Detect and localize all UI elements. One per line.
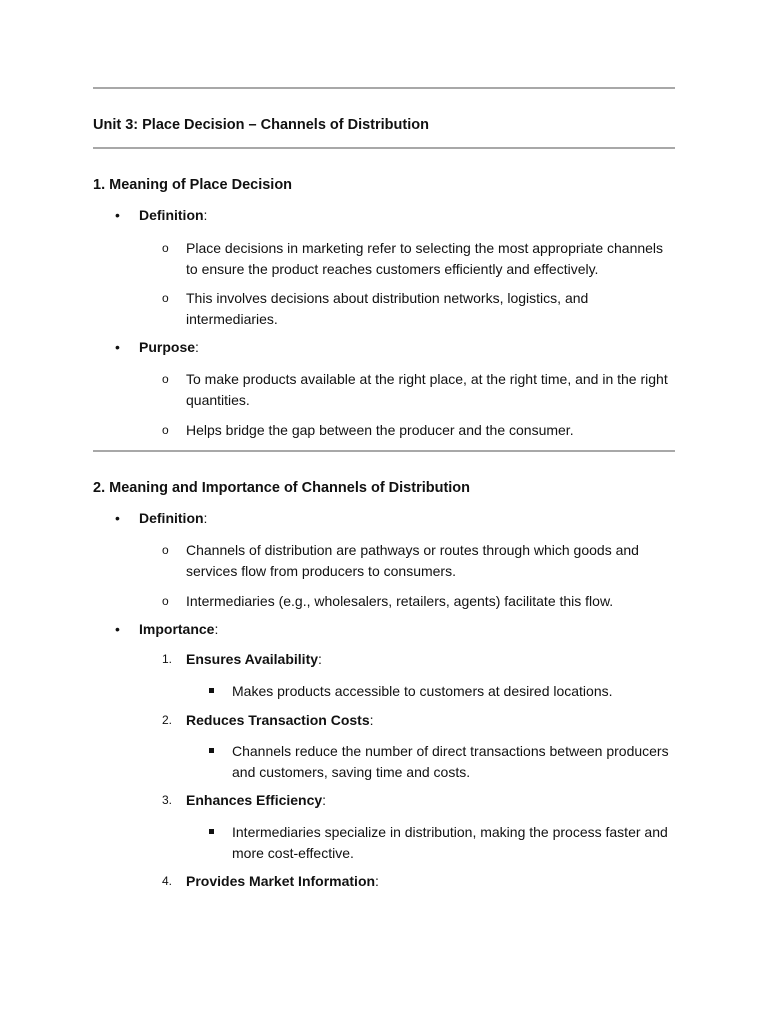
list-item-text: Channels of distribution are pathways or routes through which goods and services flow from producers to consumers. [186,542,639,579]
definition-label: Definition [139,510,204,526]
list-item-text: Intermediaries (e.g., wholesalers, retailers, agents) facilitate this flow. [186,593,614,609]
sub-bullet-icon: o [162,594,169,608]
list-item-text: Channels reduce the number of direct transactions between producers and customers, saving time and costs. [232,743,669,780]
item-title: Enhances Efficiency [186,792,323,808]
sub-bullet-icon: o [162,241,169,255]
item-title: Ensures Availability [186,651,319,667]
list-item-text: To make products available at the right place, at the right time, and in the right quantities. [186,371,668,408]
item-title: Provides Market Information [186,873,376,889]
list-item-text: Intermediaries specialize in distribution, making the process faster and more cost-effective. [232,824,668,861]
definition-label: Definition [139,207,204,223]
item-number: 4. [162,874,173,888]
item-title: Reduces Transaction Costs [186,712,370,728]
horizontal-rule [93,87,675,89]
unit-title: Unit 3: Place Decision – Channels of Distribution [93,117,429,133]
item-number: 3. [162,793,173,807]
square-bullet-icon [209,748,214,753]
bullet-icon: • [115,510,120,526]
purpose-label: Purpose [139,339,196,355]
sub-bullet-icon: o [162,372,169,386]
list-item-text: Makes products accessible to customers at desired locations. [232,683,613,699]
item-number: 2. [162,713,173,727]
bullet-icon: • [115,621,120,637]
square-bullet-icon [209,688,214,693]
list-item-text: This involves decisions about distribution networks, logistics, and intermediaries. [186,290,589,327]
sub-bullet-icon: o [162,423,169,437]
bullet-icon: • [115,207,120,223]
document-page: Unit 3: Place Decision – Channels of Distribution 1. Meaning of Place Decision • Definition: o Place decisions in marketing refer to selecting the most appropriate channels to ensure the product reaches customers efficiently and effectively. o This involves decisions about distribution networks, logistics, and intermediaries. • Purpose: o To make products available at the right place, at the right time, and in the right quantities. o Helps bridge the gap between the producer and the consumer. 2. Meaning and Importance of Channels of Distribution • Definition: o Channels of distribution are pathways or routes through which goods and services flow from producers to consumers. o Intermediaries (e.g., wholesalers, retailers, agents) facilitate this flow. • Importance: 1. Ensures Availability: Makes products accessible to customers at desired locations. 2. Reduces Transaction Costs: Channels reduce the number of direct transactions between producers and customers, saving time and costs. 3. Enhances Efficiency: Intermediaries specialize in distribution, making the process faster and more cost-effective. 4. Provides Market Information: [93,0,675,1024]
horizontal-rule [93,450,675,452]
horizontal-rule [93,147,675,149]
square-bullet-icon [209,829,214,834]
section-2-heading: 2. Meaning and Importance of Channels of Distribution [93,480,471,496]
importance-label: Importance [139,621,215,637]
sub-bullet-icon: o [162,291,169,305]
sub-bullet-icon: o [162,543,169,557]
section-1-heading: 1. Meaning of Place Decision [93,177,293,193]
list-item-text: Place decisions in marketing refer to selecting the most appropriate channels to ensure the product reaches customers efficiently and effectively. [186,240,664,277]
bullet-icon: • [115,339,120,355]
list-item-text: Helps bridge the gap between the producer and the consumer. [186,422,574,438]
item-number: 1. [162,652,173,666]
